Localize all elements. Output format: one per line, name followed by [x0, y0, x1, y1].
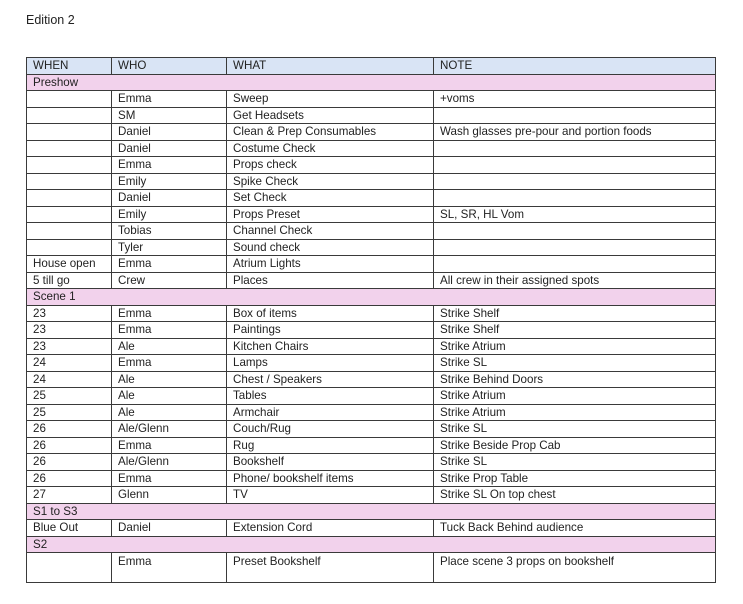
cell-when: [27, 206, 112, 223]
cell-when: 23: [27, 322, 112, 339]
table-row: [27, 355, 716, 372]
cell-what: Lamps: [227, 355, 434, 372]
cell-who: SM: [112, 107, 227, 124]
table-row: [27, 91, 716, 108]
cell-what: Props check: [227, 157, 434, 174]
header-who: WHO: [112, 58, 227, 75]
cell-what: Kitchen Chairs: [227, 338, 434, 355]
cell-when: 27: [27, 487, 112, 504]
table-row: [27, 223, 716, 240]
cell-what: Bookshelf: [227, 454, 434, 471]
cell-note: Strike Behind Doors: [434, 371, 716, 388]
cell-what: Armchair: [227, 404, 434, 421]
cell-what: Channel Check: [227, 223, 434, 240]
cell-note: [434, 107, 716, 124]
cell-when: 26: [27, 470, 112, 487]
table-row: [27, 140, 716, 157]
cell-who: Daniel: [112, 520, 227, 537]
cell-when: [27, 190, 112, 207]
cell-note: [434, 157, 716, 174]
cell-note: Tuck Back Behind audience: [434, 520, 716, 537]
cell-note: Strike SL On top chest: [434, 487, 716, 504]
cell-note: Strike Shelf: [434, 322, 716, 339]
cell-what: Atrium Lights: [227, 256, 434, 273]
table-row: [27, 454, 716, 471]
cell-note: Strike Prop Table: [434, 470, 716, 487]
cell-who: Emma: [112, 437, 227, 454]
header-row: [27, 58, 716, 75]
cell-who: Emma: [112, 470, 227, 487]
cell-what: Set Check: [227, 190, 434, 207]
cell-when: 26: [27, 421, 112, 438]
cell-what: Get Headsets: [227, 107, 434, 124]
table-row: [27, 520, 716, 537]
cell-note: Strike Shelf: [434, 305, 716, 322]
table-row: [27, 107, 716, 124]
cell-who: Emma: [112, 157, 227, 174]
cell-when: [27, 553, 112, 583]
cell-who: Daniel: [112, 140, 227, 157]
table-row: [27, 371, 716, 388]
table-row: [27, 272, 716, 289]
cell-who: Emma: [112, 256, 227, 273]
cell-who: Emma: [112, 91, 227, 108]
cell-note: Place scene 3 props on bookshelf: [434, 553, 716, 583]
section-title: S2: [27, 536, 716, 553]
cell-who: Ale: [112, 404, 227, 421]
table-row: [27, 124, 716, 141]
section-title: Preshow: [27, 74, 716, 91]
cell-note: Strike Atrium: [434, 388, 716, 405]
cell-what: Sound check: [227, 239, 434, 256]
cell-note: Strike SL: [434, 355, 716, 372]
cell-note: SL, SR, HL Vom: [434, 206, 716, 223]
cell-what: Rug: [227, 437, 434, 454]
table-row: [27, 437, 716, 454]
section-header-row: [27, 289, 716, 306]
table-row: [27, 173, 716, 190]
cell-when: [27, 157, 112, 174]
cell-when: [27, 140, 112, 157]
cell-who: Glenn: [112, 487, 227, 504]
cell-when: [27, 223, 112, 240]
table-row: [27, 157, 716, 174]
cell-what: Props Preset: [227, 206, 434, 223]
table-row: [27, 553, 716, 583]
section-title: S1 to S3: [27, 503, 716, 520]
cell-when: 24: [27, 371, 112, 388]
cell-what: Tables: [227, 388, 434, 405]
cell-who: Crew: [112, 272, 227, 289]
table-row: [27, 322, 716, 339]
cell-when: 26: [27, 437, 112, 454]
edition-label: Edition 2: [26, 13, 75, 27]
cell-what: Paintings: [227, 322, 434, 339]
cell-when: 26: [27, 454, 112, 471]
table-row: [27, 338, 716, 355]
section-header-row: [27, 74, 716, 91]
cell-note: [434, 256, 716, 273]
cell-when: 23: [27, 305, 112, 322]
section-title: Scene 1: [27, 289, 716, 306]
table-row: [27, 404, 716, 421]
cell-note: Strike Beside Prop Cab: [434, 437, 716, 454]
cell-who: Emily: [112, 206, 227, 223]
cell-what: Costume Check: [227, 140, 434, 157]
cell-what: TV: [227, 487, 434, 504]
cell-when: [27, 239, 112, 256]
cell-who: Ale: [112, 338, 227, 355]
cell-what: Sweep: [227, 91, 434, 108]
cell-who: Tobias: [112, 223, 227, 240]
cell-who: Ale/Glenn: [112, 421, 227, 438]
section-header-row: [27, 503, 716, 520]
cell-who: Tyler: [112, 239, 227, 256]
cell-note: Strike Atrium: [434, 404, 716, 421]
cell-when: [27, 124, 112, 141]
cell-who: Ale: [112, 371, 227, 388]
cell-when: 25: [27, 388, 112, 405]
cell-who: Ale: [112, 388, 227, 405]
cell-note: [434, 190, 716, 207]
cell-who: Emma: [112, 305, 227, 322]
cell-what: Phone/ bookshelf items: [227, 470, 434, 487]
cell-what: Chest / Speakers: [227, 371, 434, 388]
table-row: [27, 206, 716, 223]
table-row: [27, 239, 716, 256]
cell-who: Daniel: [112, 124, 227, 141]
table-row: [27, 487, 716, 504]
cell-note: Wash glasses pre-pour and portion foods: [434, 124, 716, 141]
cell-note: Strike Atrium: [434, 338, 716, 355]
cell-who: Emily: [112, 173, 227, 190]
header-note: NOTE: [434, 58, 716, 75]
cell-note: +voms: [434, 91, 716, 108]
cell-note: [434, 239, 716, 256]
cell-who: Daniel: [112, 190, 227, 207]
cell-note: Strike SL: [434, 421, 716, 438]
cell-when: [27, 91, 112, 108]
cell-when: House open: [27, 256, 112, 273]
cell-when: 23: [27, 338, 112, 355]
cell-what: Box of items: [227, 305, 434, 322]
header-when: WHEN: [27, 58, 112, 75]
table-row: [27, 470, 716, 487]
cell-note: [434, 140, 716, 157]
cell-who: Emma: [112, 553, 227, 583]
cell-what: Preset Bookshelf: [227, 553, 434, 583]
table-row: [27, 388, 716, 405]
cell-note: [434, 173, 716, 190]
cell-who: Emma: [112, 355, 227, 372]
cell-when: 24: [27, 355, 112, 372]
cell-when: Blue Out: [27, 520, 112, 537]
cell-when: [27, 107, 112, 124]
header-what: WHAT: [227, 58, 434, 75]
cell-when: [27, 173, 112, 190]
table-row: [27, 305, 716, 322]
cell-note: Strike SL: [434, 454, 716, 471]
cue-sheet-table: [26, 57, 716, 583]
cell-when: 25: [27, 404, 112, 421]
cell-note: [434, 223, 716, 240]
cell-what: Places: [227, 272, 434, 289]
cell-what: Extension Cord: [227, 520, 434, 537]
cell-what: Clean & Prep Consumables: [227, 124, 434, 141]
table-body: [27, 74, 716, 583]
cell-who: Ale/Glenn: [112, 454, 227, 471]
table-row: [27, 421, 716, 438]
section-header-row: [27, 536, 716, 553]
cell-when: 5 till go: [27, 272, 112, 289]
cell-note: All crew in their assigned spots: [434, 272, 716, 289]
cell-what: Couch/Rug: [227, 421, 434, 438]
table-row: [27, 256, 716, 273]
cell-what: Spike Check: [227, 173, 434, 190]
table-row: [27, 190, 716, 207]
cell-who: Emma: [112, 322, 227, 339]
